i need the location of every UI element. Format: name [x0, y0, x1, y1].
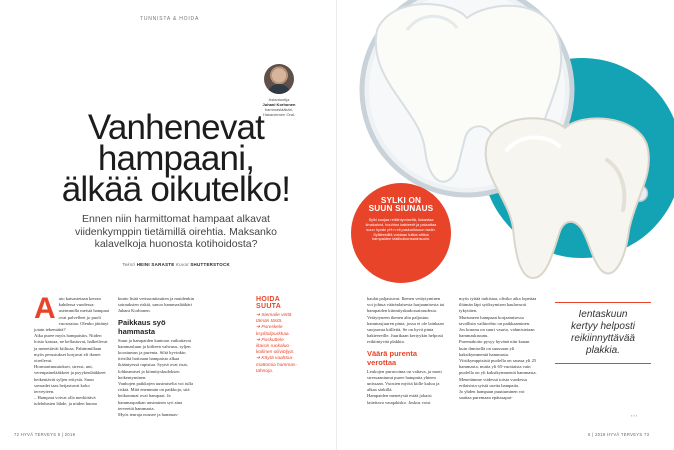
paragraph: Hormonimuutokset, stressi, uni, verenpainelääkkeet ja psyykenlääkkeet heikentävät syljen eritystä. Suun savuadet taas heijastuvat koko terveyteen. [34, 364, 106, 395]
saliva-info-badge [351, 183, 451, 283]
paragraph: Murtuneen hampaan korjaamisessa tavallisin vaihtoehto on paikkaaminen. Jos kruunu on suuri vaurio, vahmistetaan hammaskruunu. [459, 314, 535, 339]
subheading: Paikkaus syö hammasta [118, 317, 166, 336]
expert-title-2: Hakaniemen Oral. [262, 112, 296, 117]
lead-line-1: Ennen niin harmittomat hampaat alkavat [82, 213, 270, 225]
pull-quote [555, 302, 651, 364]
headline-line-2: hampaani, [97, 139, 255, 178]
paragraph: Vetäytyneen ikenen alta paljastuu hammasjuuren pinta, jossa ei ole lainkaan suojaavaa kiillettä. Se on hyvä pinta bakteereille. Juurikaan kertyykin helposti reikiintyvää plakkia. [367, 314, 444, 345]
text-credit-author: HEINI SARASTE [136, 262, 175, 267]
paragraph: kunto lisää verisuonitautien ja muidenkin sairauksien riskiä, sanoo hammaslääkäri Juhani Korhonen. [118, 296, 195, 314]
subheading: Väärä purenta verottaa [367, 348, 418, 367]
tip-line: ➜ Pureskele [256, 325, 283, 331]
tips-list [256, 313, 318, 375]
paragraph: kaulat paljastuvat. Ikenen vetäytyminen voi johtua vääränlaisesta harjaamisesta tai hampaiden kiinnityskudossairaudesta. [367, 296, 445, 314]
badge-text: Sylki suojaa reikiintymiseltä, liukastaa limakalvot, huuhtoo bakteerit ja palauttaa suun hyvän pH:n eli paskuriksoun tasiin. Sylkitestillä voidaan tutkia alttius hampaiden takiikuikonssainsuoin. [365, 216, 437, 242]
footer-left: 72 HYVÄ TERVEYS 5 | 2019 [14, 432, 76, 437]
quote-line-3: reikiinnyttävää [571, 333, 635, 344]
badge-title-1: SYLKI ON [380, 196, 422, 205]
tip-line: tahnoja. [256, 368, 274, 374]
article-end-mark: ▪ ▪ ▪ [631, 413, 638, 418]
lead-line-3: kalavelkoja huonosta kotihoidosta? [94, 238, 258, 250]
paragraph: – Hampaat voivat olla merkittävä tulehdusten lähde, ja niiden huono [34, 395, 98, 407]
tips-title-1: HOIDA [256, 296, 281, 303]
tip-line: tämän tästä. [256, 319, 283, 325]
tips-title-2: SUUTA [256, 303, 282, 310]
tip-line: ➜ Käytä vaahtoa- [256, 356, 294, 362]
photo-credit-author: SHUTTERSTOCK [190, 262, 230, 267]
lead-line-2: viidenkymppin tietämillä oirehtia. Maksanko [75, 225, 277, 238]
paragraph: Jo yhden hampaan puuttuminen voi saattaa puremaan epätasapai- [459, 389, 525, 401]
paragraph: Vanhojen paikkojen uusimiselta voi tulla riskiä. Mitä enemmän on paikkoja, sitä heikommat ovat hampaat. Ja hammaspaikan uusiminen syö aina terveettä hammasta. [118, 381, 194, 411]
paragraph: Suun ja hampaiden kuntoon vaikuttavat hammasluun ja kiilteen vahvuus, syljen koostumus ja purenta. Siltä hyvinkin tiiviiltä hoitoaan hampaisto alkaa ikääntyessä rapistua. Syynä ovat risat, lohkeamiset ja kiinnityskudoksen heikentyminen. [118, 337, 191, 380]
body-column-4 [459, 296, 537, 401]
quote-line-2: kertyy helposti [571, 321, 635, 332]
paragraph: Myös ienraja nousee ja hammas- [118, 412, 179, 418]
paragraph: Aika puree myös hampaisiin. Niiden loisto katoaa, ne kellastuvat, halkeilevat ja menettävät kiiltoaa. Pahimmillaan myös perustukset horjuvat eli ikenet oireilevat. [34, 333, 108, 364]
section-tag: TUNNISTA & HOIDA [140, 16, 200, 22]
headline-line-1: Vanhenevat [87, 108, 265, 147]
paragraph: uto katsastetaan kerran kahdessa vuodessa: useimmilla meistä hampaat ovat palvelleet jo puoli vuosisataa. Olenko jättänyt jotain tekemättä? [34, 296, 109, 333]
body-column-2 [118, 296, 196, 418]
paragraph: Puremahoito pysyy hyvänä niin kauan kuin ihmisellä on suussaan yli kaksikymmentä hammasta. Viisikymppisistä puolella on saussa yli 25 hammasta, mutta yli 65-vuotiaista vain puolella on yli kaksikymmentä hammasta. Menetämme viidessä toista vuodessa erilaisista syistä useita hampaita. [459, 339, 537, 388]
footer-right: 5 | 2019 HYVÄ TERVEYS 73 [588, 432, 650, 437]
avatar-shoulders [267, 84, 291, 94]
paragraph: myös tyttää tarkistaa, olisiko aika lopettaa iltämän läpi syöksymisen kaulavuoti tykyttäen. [459, 296, 537, 314]
paragraph: Leukojen puruvoima on valtava, ja moni stressaantunut puree hampaita yhteen unissaan. Vuosien myötä kiille kuluu ja alkaa särkillä. [367, 368, 442, 393]
expert-avatar [264, 64, 294, 94]
body-column-3 [367, 296, 445, 406]
quote-line-1: Ientaskuun [578, 309, 628, 320]
photo-credit-label: Kuvat [176, 262, 189, 267]
quote-line-4: plakkia. [586, 345, 620, 356]
tip-line: iltaisin ruokaluo- [256, 344, 291, 350]
expert-title-1: hammaslääkäri, [264, 107, 294, 112]
tips-sidebar [256, 296, 318, 375]
drop-cap: A [34, 292, 56, 325]
body-column-1 [34, 292, 110, 408]
text-credit-label: Teksti [122, 262, 136, 267]
paragraph: Hampaiden menetystä estää jokaisi laitettava vauqakisko. Joskus voisi [367, 393, 432, 405]
tip-line: ➜ Puskuttele [256, 337, 284, 343]
tip-line: mattomia hammas- [256, 362, 298, 368]
headline-line-3: älkää oikutelko! [61, 170, 291, 209]
expert-label: Asiantuntija [268, 97, 290, 102]
byline [96, 262, 256, 267]
article-lead [60, 213, 292, 251]
tip-line: ksylitolipurkkaa. [256, 331, 290, 337]
badge-title-2: SUUN SIUNAUS [368, 204, 434, 214]
expert-name: Juhani Korhonen [262, 102, 296, 107]
tip-line: kollinen oliiviöljyä. [256, 350, 295, 356]
tip-line: ➜ Siemaile vettä [256, 313, 292, 318]
